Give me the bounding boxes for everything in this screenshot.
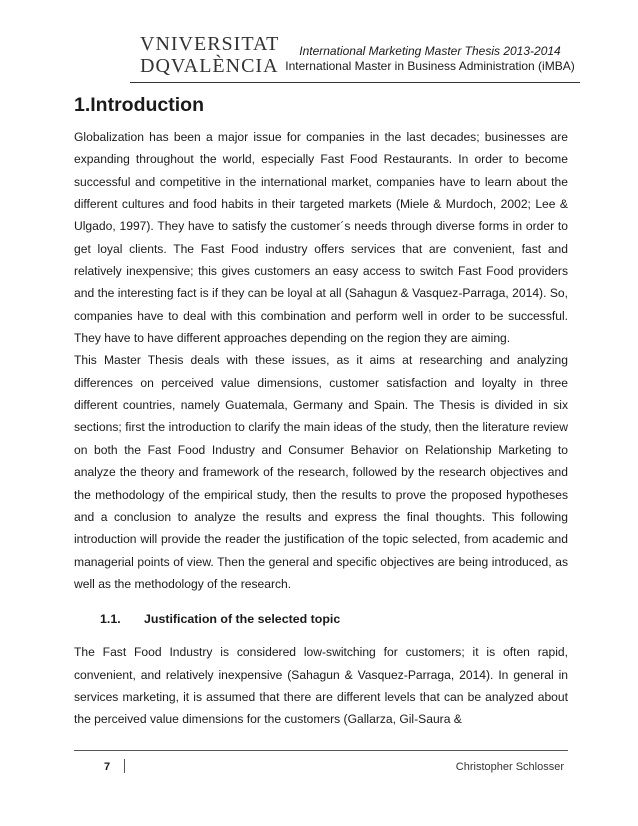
header-title [285,44,575,74]
page-number-separator [124,759,125,773]
subsection-number: 1.1. [100,612,121,627]
footer-divider [74,750,568,751]
body-paragraph: This Master Thesis deals with these issues, as it aims at researching and analyzing differences on perceived value dimensions, customer satisfaction and loyalty in three different countries, namely Guatemala, Germany and Spain. The Thesis is divided in six sections; first the introduction to clarify the main ideas of the study, then the literature review on both the Fast Food Industry and Consumer Behavior on Relationship Marketing to analyze the theory and framework of the research, followed by the research objectives and the methodology of the empirical study, then the results to prove the proposed hypotheses and a conclusion to analyze the results and express the final thoughts. This following introduction will provide the reader the justification of the topic selected, from academic and managerial points of view. Then the general and specific objectives are being introduced, as well as the methodology of the research. [74,353,568,591]
page-content [74,92,568,731]
page-header [0,0,638,86]
header-title-line-1: International Marketing Master Thesis 2013-2014 [299,44,561,58]
subsection-title: Justification of the selected topic [144,612,341,627]
header-title-line-2: International Master in Business Administration (iMBA) [285,59,575,73]
footer-author: Christopher Schlosser [455,761,564,773]
body-paragraph: The Fast Food Industry is considered low-switching for customers; it is often rapid, convenient, and relatively inexpensive (Sahagun & Vasquez-Parraga, 2014). In general in services marketing, it is assumed that there are different levels that can be analyzed about the perceived value dimensions for the customers (Gallarza, Gil-Saura & [74,645,568,727]
page-number: 7 [104,761,111,773]
university-logo [140,34,280,78]
logo-line-2: DQVALÈNCIA [140,55,279,77]
header-divider [130,82,580,83]
section-heading: 1.Introduction [74,94,204,116]
body-paragraph: Globalization has been a major issue for companies in the last decades; businesses are expanding throughout the world, especially Fast Food Restaurants. In order to become successful and competitive in the international market, companies have to learn about the different cultures and food habits in their targeted markets (Miele & Murdoch, 2002; Lee & Ulgado, 1997). They have to satisfy the customer´s needs through diverse forms in order to get loyal clients. The Fast Food industry offers services that are convenient, fast and relatively inexpensive; this gives customers an easy access to switch Fast Food providers and the interesting fact is if they can be loyal at all (Sahagun & Vasquez-Parraga, 2014). So, companies have to deal with this combination and perform well in order to be successful. They have to have different approaches depending on the region they are aiming. [74,130,568,346]
subsection-heading [74,608,568,630]
logo-line-1: VNIVERSITAT [140,33,280,55]
page-footer [0,750,638,810]
